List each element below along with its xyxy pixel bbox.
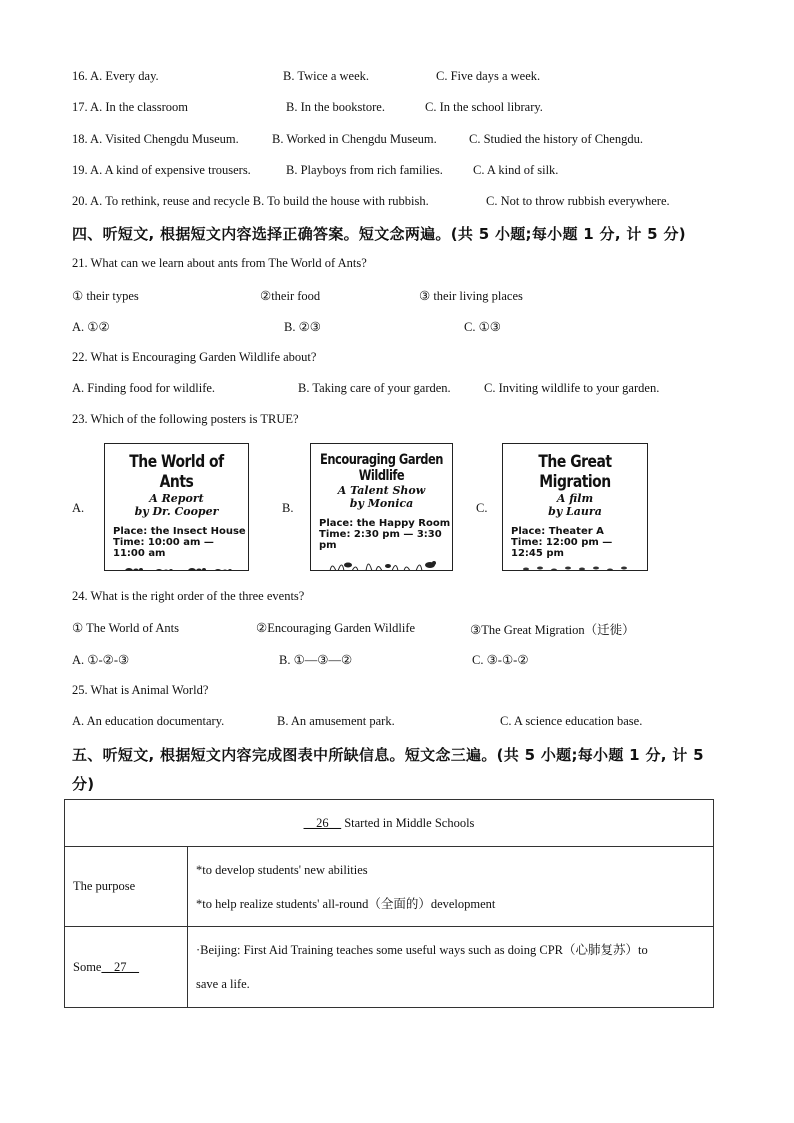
- poster-subtitle: A Talent Show: [337, 484, 426, 497]
- some-label-cell: [65, 927, 188, 1008]
- q25-option-c: C. A science education base.: [500, 714, 643, 728]
- q25-question: 25. What is Animal World?: [72, 683, 209, 697]
- purpose-line-2: *to help realize students' all-round（全面的）development: [196, 896, 496, 911]
- q19-option-b: B. Playboys from rich families.: [286, 163, 443, 177]
- q16-option-a: 16. A. Every day.: [72, 69, 159, 83]
- q18-option-b: B. Worked in Chengdu Museum.: [272, 132, 437, 146]
- poster-subtitle: A film: [556, 492, 594, 505]
- section-5-heading-continued: 分): [72, 775, 95, 793]
- section-5-heading: 五、听短文, 根据短文内容完成图表中所缺信息。短文念三遍。(共 5 小题;每小题 1 分, 计 5: [72, 746, 704, 764]
- table-title-cell: [65, 800, 714, 847]
- answer-blank-26[interactable]: __26__: [303, 815, 342, 830]
- ants-illustration: [117, 561, 237, 571]
- q24-option-b: B. ①—③—②: [279, 653, 353, 667]
- q22-question: 22. What is Encouraging Garden Wildlife about?: [72, 350, 317, 364]
- poster-place: Place: Theater A: [511, 526, 604, 537]
- q20-option-c: C. Not to throw rubbish everywhere.: [486, 194, 670, 208]
- q24-option-a: A. ①-②-③: [72, 653, 130, 667]
- q21-option-a: A. ①②: [72, 320, 110, 334]
- q21-item-1: ① their types: [72, 289, 139, 303]
- q17-option-a: 17. A. In the classroom: [72, 100, 188, 114]
- q24-item-1: ① The World of Ants: [72, 621, 179, 635]
- q23-label-a: A.: [72, 501, 85, 515]
- table-row-examples: [65, 927, 714, 1008]
- q24-item-2: ②Encouraging Garden Wildlife: [256, 621, 416, 635]
- q21-item-2: ②their food: [260, 289, 321, 303]
- poster-title: The Great Migration: [538, 452, 612, 492]
- poster-time: Time: 12:00 pm — 12:45 pm: [511, 537, 613, 559]
- activities-info-table: [64, 799, 714, 1008]
- q20-option-ab: 20. A. To rethink, reuse and recycle B. To build the house with rubbish.: [72, 194, 429, 208]
- poster-place: Place: the Insect House: [113, 526, 246, 537]
- poster-encouraging-garden-wildlife: [310, 443, 453, 571]
- q21-question: 21. What can we learn about ants from The World of Ants?: [72, 256, 367, 270]
- migration-illustration: [506, 561, 644, 571]
- q19-option-a: 19. A. A kind of expensive trousers.: [72, 163, 251, 177]
- q24-item-3: ③The Great Migration（迁徙）: [470, 623, 635, 637]
- answer-blank-27[interactable]: __27__: [101, 959, 139, 974]
- poster-time: Time: 10:00 am — 11:00 am: [113, 537, 214, 559]
- example-line-2: save a life.: [196, 977, 250, 991]
- q17-option-c: C. In the school library.: [425, 100, 543, 114]
- poster-author: by Laura: [548, 505, 602, 518]
- poster-author: by Monica: [349, 497, 414, 510]
- some-label: Some: [73, 959, 102, 974]
- table-title-text: Started in Middle Schools: [341, 815, 475, 830]
- section-4-heading: 四、听短文, 根据短文内容选择正确答案。短文念两遍。(共 5 小题;每小题 1 分, 计 5 分): [72, 225, 686, 243]
- q19-option-c: C. A kind of silk.: [473, 163, 559, 177]
- q21-item-3: ③ their living places: [419, 289, 523, 303]
- q18-option-a: 18. A. Visited Chengdu Museum.: [72, 132, 239, 146]
- q22-option-c: C. Inviting wildlife to your garden.: [484, 381, 660, 395]
- poster-title: Encouraging Garden Wildlife: [320, 452, 443, 484]
- q24-question: 24. What is the right order of the three events?: [72, 589, 305, 603]
- examples-content: [188, 927, 714, 1008]
- q23-label-b: B.: [282, 501, 294, 515]
- purpose-label: The purpose: [65, 847, 188, 927]
- poster-time: Time: 2:30 pm — 3:30 pm: [319, 529, 442, 551]
- poster-great-migration: [502, 443, 648, 571]
- q16-option-c: C. Five days a week.: [436, 69, 541, 83]
- poster-place: Place: the Happy Room: [319, 518, 451, 529]
- example-line-1: ·Beijing: First Aid Training teaches some useful ways such as doing CPR（心肺复苏）to: [196, 943, 648, 957]
- q21-option-c: C. ①③: [464, 320, 501, 334]
- q24-option-c: C. ③-①-②: [472, 653, 529, 667]
- q25-option-a: A. An education documentary.: [72, 714, 225, 728]
- q21-option-b: B. ②③: [284, 320, 321, 334]
- poster-subtitle: A Report: [149, 492, 204, 505]
- poster-author: by Dr. Cooper: [134, 505, 219, 518]
- q22-option-a: A. Finding food for wildlife.: [72, 381, 216, 395]
- q16-option-b: B. Twice a week.: [283, 69, 370, 83]
- q22-option-b: B. Taking care of your garden.: [298, 381, 451, 395]
- table-title-row: [65, 800, 714, 847]
- purpose-line-1: *to develop students' new abilities: [196, 862, 368, 877]
- poster-world-of-ants: [104, 443, 249, 571]
- poster-title: The World of Ants: [129, 452, 224, 492]
- table-row-purpose: [65, 847, 714, 927]
- q25-option-b: B. An amusement park.: [277, 714, 395, 728]
- q23-label-c: C.: [476, 501, 488, 515]
- purpose-content: [188, 847, 714, 927]
- garden-wildlife-illustration: [322, 553, 442, 571]
- q23-question: 23. Which of the following posters is TRUE?: [72, 412, 299, 426]
- q18-option-c: C. Studied the history of Chengdu.: [469, 132, 643, 146]
- q17-option-b: B. In the bookstore.: [286, 100, 385, 114]
